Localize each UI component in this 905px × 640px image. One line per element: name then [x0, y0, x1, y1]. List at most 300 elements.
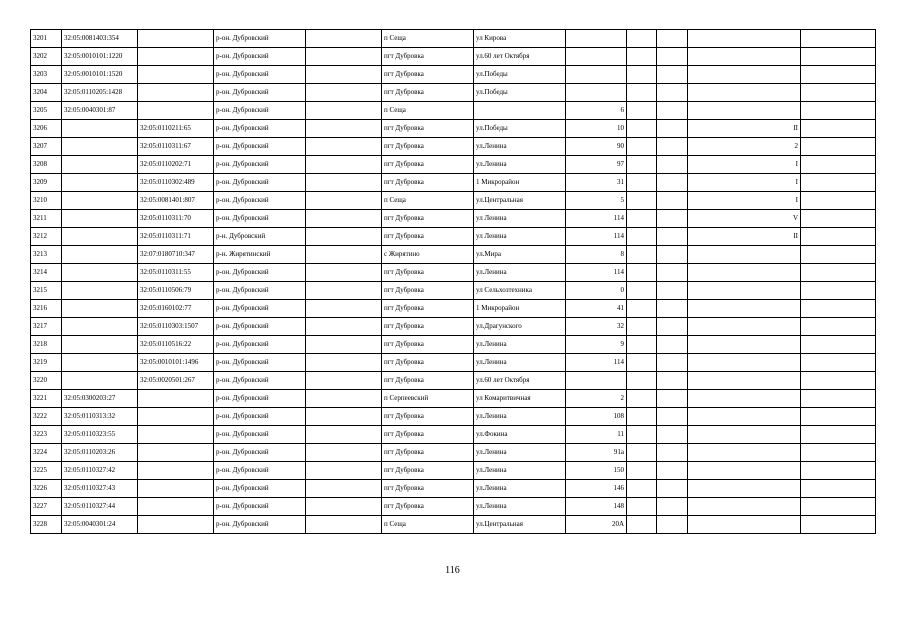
cell-extra-col-3: I — [688, 174, 801, 192]
cell-extra-col-4 — [801, 498, 876, 516]
cell-row-number: 3210 — [31, 192, 62, 210]
cell-extra-col-4 — [801, 66, 876, 84]
cell-extra-col-2 — [657, 480, 688, 498]
cell-cadastral-number-a: 32:05:0110203:26 — [62, 444, 138, 462]
cell-row-number: 3214 — [31, 264, 62, 282]
cell-extra-col-1 — [627, 48, 657, 66]
table-row — [31, 102, 876, 120]
cell-cadastral-number-b — [138, 444, 214, 462]
cell-locality: пгт Дубровка — [382, 300, 474, 318]
cell-extra-col-4 — [801, 210, 876, 228]
cell-district: р-он. Дубровский — [214, 156, 306, 174]
cell-house-number: 114 — [566, 264, 627, 282]
table-row — [31, 246, 876, 264]
cell-extra-col-4 — [801, 156, 876, 174]
cell-street: 1 Микрорайон — [474, 174, 566, 192]
cell-blank-col — [306, 210, 382, 228]
cell-house-number — [566, 84, 627, 102]
table-row — [31, 318, 876, 336]
cell-cadastral-number-a — [62, 156, 138, 174]
cell-extra-col-4 — [801, 408, 876, 426]
cell-cadastral-number-b — [138, 48, 214, 66]
cell-row-number: 3225 — [31, 462, 62, 480]
cell-extra-col-1 — [627, 246, 657, 264]
cell-blank-col — [306, 480, 382, 498]
cell-cadastral-number-a: 32:05:0110327:43 — [62, 480, 138, 498]
cell-blank-col — [306, 282, 382, 300]
cell-cadastral-number-b — [138, 498, 214, 516]
cell-extra-col-1 — [627, 156, 657, 174]
cell-cadastral-number-a: 32:05:0110323:55 — [62, 426, 138, 444]
cell-extra-col-2 — [657, 498, 688, 516]
cell-extra-col-1 — [627, 480, 657, 498]
cell-street: ул.Ленина — [474, 480, 566, 498]
cell-house-number: 5 — [566, 192, 627, 210]
cell-street: ул.Ленина — [474, 444, 566, 462]
cell-cadastral-number-a — [62, 264, 138, 282]
cell-extra-col-4 — [801, 516, 876, 534]
cell-house-number: 114 — [566, 354, 627, 372]
cell-blank-col — [306, 30, 382, 48]
cell-extra-col-1 — [627, 516, 657, 534]
cell-house-number: 8 — [566, 246, 627, 264]
cell-house-number: 2 — [566, 390, 627, 408]
cell-cadastral-number-b — [138, 84, 214, 102]
cell-row-number: 3212 — [31, 228, 62, 246]
cell-street: ул.Победы — [474, 120, 566, 138]
cell-blank-col — [306, 156, 382, 174]
table-row — [31, 444, 876, 462]
cell-street: ул.Ленина — [474, 336, 566, 354]
cell-extra-col-3 — [688, 102, 801, 120]
cell-district: р-он. Дубровский — [214, 372, 306, 390]
cell-extra-col-3 — [688, 336, 801, 354]
cell-street: ул.Ленина — [474, 138, 566, 156]
cell-district: р-он. Дубровский — [214, 48, 306, 66]
cell-locality: пгт Дубровка — [382, 228, 474, 246]
cell-extra-col-4 — [801, 354, 876, 372]
cell-cadastral-number-b — [138, 516, 214, 534]
cell-extra-col-1 — [627, 372, 657, 390]
cell-house-number — [566, 66, 627, 84]
cell-district: р-он. Дубровский — [214, 462, 306, 480]
cell-locality: п Сеща — [382, 192, 474, 210]
cell-extra-col-4 — [801, 264, 876, 282]
cell-extra-col-3: I — [688, 156, 801, 174]
cell-district: р-он. Дубровский — [214, 336, 306, 354]
cell-cadastral-number-b: 32:05:0110202:71 — [138, 156, 214, 174]
cell-house-number: 97 — [566, 156, 627, 174]
cell-extra-col-1 — [627, 282, 657, 300]
cell-extra-col-4 — [801, 282, 876, 300]
cell-row-number: 3201 — [31, 30, 62, 48]
cell-house-number: 11 — [566, 426, 627, 444]
cell-street: ул.Победы — [474, 84, 566, 102]
cell-house-number: 41 — [566, 300, 627, 318]
cell-extra-col-1 — [627, 84, 657, 102]
cell-extra-col-3 — [688, 426, 801, 444]
cell-extra-col-1 — [627, 300, 657, 318]
cell-extra-col-2 — [657, 444, 688, 462]
cell-blank-col — [306, 84, 382, 102]
cell-locality: пгт Дубровка — [382, 156, 474, 174]
cell-extra-col-4 — [801, 48, 876, 66]
cell-street: ул Кирова — [474, 30, 566, 48]
cell-extra-col-3: I — [688, 192, 801, 210]
table-row — [31, 84, 876, 102]
cell-row-number: 3222 — [31, 408, 62, 426]
cell-extra-col-3: V — [688, 210, 801, 228]
cell-extra-col-2 — [657, 426, 688, 444]
cell-district: р-он. Дубровский — [214, 264, 306, 282]
cell-cadastral-number-b — [138, 66, 214, 84]
cell-row-number: 3206 — [31, 120, 62, 138]
cell-extra-col-3 — [688, 480, 801, 498]
cell-cadastral-number-a — [62, 336, 138, 354]
cell-locality: пгт Дубровка — [382, 84, 474, 102]
cell-extra-col-1 — [627, 174, 657, 192]
cell-cadastral-number-a — [62, 210, 138, 228]
cell-cadastral-number-b: 32:05:0110311:71 — [138, 228, 214, 246]
table-row — [31, 48, 876, 66]
cell-extra-col-2 — [657, 462, 688, 480]
cell-cadastral-number-a — [62, 120, 138, 138]
cell-cadastral-number-b: 32:07:0180710:347 — [138, 246, 214, 264]
table-body — [31, 30, 876, 534]
cell-district: р-он. Дубровский — [214, 138, 306, 156]
cell-blank-col — [306, 516, 382, 534]
cell-extra-col-1 — [627, 138, 657, 156]
cell-cadastral-number-a — [62, 354, 138, 372]
cell-extra-col-2 — [657, 120, 688, 138]
cell-blank-col — [306, 426, 382, 444]
cell-extra-col-3 — [688, 462, 801, 480]
cell-extra-col-2 — [657, 372, 688, 390]
cell-street: ул.Центральная — [474, 192, 566, 210]
cell-street: ул.Ленина — [474, 462, 566, 480]
cell-row-number: 3221 — [31, 390, 62, 408]
cell-locality: п Сеща — [382, 102, 474, 120]
cell-street — [474, 102, 566, 120]
cell-cadastral-number-b — [138, 102, 214, 120]
cell-extra-col-2 — [657, 516, 688, 534]
cell-house-number: 91а — [566, 444, 627, 462]
cell-cadastral-number-a — [62, 282, 138, 300]
cell-house-number: 108 — [566, 408, 627, 426]
cell-extra-col-2 — [657, 66, 688, 84]
cell-house-number: 90 — [566, 138, 627, 156]
cell-extra-col-1 — [627, 498, 657, 516]
cell-extra-col-4 — [801, 444, 876, 462]
cell-extra-col-3 — [688, 354, 801, 372]
cell-blank-col — [306, 318, 382, 336]
table-row — [31, 390, 876, 408]
table-row — [31, 336, 876, 354]
cell-extra-col-3 — [688, 444, 801, 462]
cell-district: р-он. Дубровский — [214, 192, 306, 210]
cell-row-number: 3223 — [31, 426, 62, 444]
cell-cadastral-number-b: 32:05:0110302:489 — [138, 174, 214, 192]
cell-extra-col-2 — [657, 336, 688, 354]
cell-extra-col-2 — [657, 156, 688, 174]
cell-locality: пгт Дубровка — [382, 372, 474, 390]
table-row — [31, 498, 876, 516]
cell-street: ул.Победы — [474, 66, 566, 84]
table-row — [31, 138, 876, 156]
cell-locality: пгт Дубровка — [382, 444, 474, 462]
cell-street: ул.Драгунского — [474, 318, 566, 336]
cell-cadastral-number-a — [62, 246, 138, 264]
cell-extra-col-3: II — [688, 228, 801, 246]
cell-blank-col — [306, 66, 382, 84]
cell-house-number: 10 — [566, 120, 627, 138]
cell-extra-col-2 — [657, 318, 688, 336]
cell-extra-col-1 — [627, 210, 657, 228]
table-row — [31, 66, 876, 84]
cell-row-number: 3216 — [31, 300, 62, 318]
cell-cadastral-number-b: 32:05:0110311:55 — [138, 264, 214, 282]
table-row — [31, 264, 876, 282]
cell-cadastral-number-a — [62, 372, 138, 390]
cell-house-number — [566, 48, 627, 66]
cell-row-number: 3220 — [31, 372, 62, 390]
cell-cadastral-number-a: 32:05:0010101:1520 — [62, 66, 138, 84]
cell-extra-col-1 — [627, 30, 657, 48]
cell-street: ул.Ленина — [474, 408, 566, 426]
cell-extra-col-4 — [801, 174, 876, 192]
cell-district: р-он. Дубровский — [214, 210, 306, 228]
cell-cadastral-number-b: 32:05:0110303:1507 — [138, 318, 214, 336]
cell-extra-col-1 — [627, 390, 657, 408]
cell-district: р-он. Дубровский — [214, 426, 306, 444]
cell-extra-col-3 — [688, 246, 801, 264]
cell-row-number: 3207 — [31, 138, 62, 156]
table-row — [31, 462, 876, 480]
cell-locality: пгт Дубровка — [382, 66, 474, 84]
cell-house-number: 148 — [566, 498, 627, 516]
cell-district: р-он. Дубровский — [214, 354, 306, 372]
cell-street: ул.Фокина — [474, 426, 566, 444]
cell-locality: пгт Дубровка — [382, 210, 474, 228]
cell-blank-col — [306, 354, 382, 372]
cell-extra-col-4 — [801, 102, 876, 120]
cell-cadastral-number-a: 32:05:0081403:354 — [62, 30, 138, 48]
cell-blank-col — [306, 48, 382, 66]
cell-row-number: 3218 — [31, 336, 62, 354]
cell-street: ул Сельхозтехника — [474, 282, 566, 300]
cell-cadastral-number-a — [62, 300, 138, 318]
cell-street: ул Комаритвичная — [474, 390, 566, 408]
cell-blank-col — [306, 138, 382, 156]
cell-cadastral-number-a: 32:05:0040301:24 — [62, 516, 138, 534]
cell-extra-col-1 — [627, 354, 657, 372]
cell-house-number: 20А — [566, 516, 627, 534]
cell-street: ул Ленина — [474, 228, 566, 246]
cell-extra-col-4 — [801, 372, 876, 390]
cell-cadastral-number-b — [138, 30, 214, 48]
cell-blank-col — [306, 264, 382, 282]
cell-extra-col-2 — [657, 48, 688, 66]
cell-blank-col — [306, 192, 382, 210]
table-row — [31, 426, 876, 444]
cell-house-number: 114 — [566, 210, 627, 228]
cell-row-number: 3205 — [31, 102, 62, 120]
cell-cadastral-number-b: 32:05:0110311:67 — [138, 138, 214, 156]
cell-house-number: 31 — [566, 174, 627, 192]
cell-district: р-он. Дубровский — [214, 390, 306, 408]
cell-extra-col-4 — [801, 30, 876, 48]
cell-extra-col-3 — [688, 516, 801, 534]
cell-extra-col-2 — [657, 174, 688, 192]
cell-extra-col-2 — [657, 390, 688, 408]
cell-cadastral-number-b: 32:05:0110516:22 — [138, 336, 214, 354]
cell-street: ул.Мира — [474, 246, 566, 264]
cell-row-number: 3213 — [31, 246, 62, 264]
cell-street: ул Ленина — [474, 210, 566, 228]
cell-cadastral-number-b: 32:05:0081401:807 — [138, 192, 214, 210]
cell-row-number: 3217 — [31, 318, 62, 336]
cell-street: ул.Ленина — [474, 498, 566, 516]
cell-blank-col — [306, 498, 382, 516]
cell-row-number: 3226 — [31, 480, 62, 498]
cell-district: р-н. Дубровский — [214, 228, 306, 246]
cell-cadastral-number-a: 32:05:0010101:1220 — [62, 48, 138, 66]
cell-street: ул.Центральная — [474, 516, 566, 534]
cell-extra-col-1 — [627, 444, 657, 462]
table-row — [31, 120, 876, 138]
cell-house-number: 114 — [566, 228, 627, 246]
cell-extra-col-1 — [627, 408, 657, 426]
cell-extra-col-3: II — [688, 120, 801, 138]
cell-blank-col — [306, 336, 382, 354]
cell-extra-col-1 — [627, 66, 657, 84]
cell-row-number: 3202 — [31, 48, 62, 66]
cell-district: р-он. Дубровский — [214, 30, 306, 48]
cell-extra-col-1 — [627, 192, 657, 210]
cell-cadastral-number-a — [62, 192, 138, 210]
cell-extra-col-4 — [801, 246, 876, 264]
cell-cadastral-number-b — [138, 480, 214, 498]
cell-district: р-он. Дубровский — [214, 120, 306, 138]
cell-cadastral-number-b: 32:05:0110506:79 — [138, 282, 214, 300]
cell-cadastral-number-a — [62, 138, 138, 156]
cell-locality: пгт Дубровка — [382, 282, 474, 300]
cell-extra-col-2 — [657, 354, 688, 372]
cell-cadastral-number-b — [138, 408, 214, 426]
cell-district: р-н. Жирятинский — [214, 246, 306, 264]
cell-extra-col-4 — [801, 84, 876, 102]
cell-district: р-он. Дубровский — [214, 282, 306, 300]
cell-extra-col-4 — [801, 426, 876, 444]
table-row — [31, 30, 876, 48]
cell-extra-col-3 — [688, 390, 801, 408]
table-row — [31, 228, 876, 246]
cell-cadastral-number-b: 32:05:0110311:70 — [138, 210, 214, 228]
cell-house-number: 0 — [566, 282, 627, 300]
cell-locality: пгт Дубровка — [382, 336, 474, 354]
cell-extra-col-4 — [801, 228, 876, 246]
cell-house-number: 146 — [566, 480, 627, 498]
cell-row-number: 3219 — [31, 354, 62, 372]
cell-row-number: 3228 — [31, 516, 62, 534]
cell-cadastral-number-b: 32:05:0160102:77 — [138, 300, 214, 318]
cell-locality: пгт Дубровка — [382, 318, 474, 336]
cell-cadastral-number-a: 32:05:0300203:27 — [62, 390, 138, 408]
cell-extra-col-1 — [627, 228, 657, 246]
cell-blank-col — [306, 246, 382, 264]
cell-house-number: 6 — [566, 102, 627, 120]
cell-house-number: 9 — [566, 336, 627, 354]
cell-row-number: 3208 — [31, 156, 62, 174]
cell-extra-col-1 — [627, 318, 657, 336]
cell-locality: пгт Дубровка — [382, 120, 474, 138]
page-number: 116 — [445, 565, 460, 576]
cell-locality: пгт Дубровка — [382, 426, 474, 444]
cell-extra-col-2 — [657, 282, 688, 300]
table-row — [31, 282, 876, 300]
cell-cadastral-number-a: 32:05:0110205:1428 — [62, 84, 138, 102]
cell-locality: пгт Дубровка — [382, 498, 474, 516]
cell-district: р-он. Дубровский — [214, 408, 306, 426]
cell-cadastral-number-b: 32:05:0020501:267 — [138, 372, 214, 390]
cell-cadastral-number-a: 32:05:0110327:42 — [62, 462, 138, 480]
cell-extra-col-1 — [627, 120, 657, 138]
cell-extra-col-3 — [688, 282, 801, 300]
cell-street: ул.Ленина — [474, 354, 566, 372]
table-row — [31, 408, 876, 426]
cell-blank-col — [306, 120, 382, 138]
cell-blank-col — [306, 102, 382, 120]
cell-district: р-он. Дубровский — [214, 174, 306, 192]
cell-row-number: 3215 — [31, 282, 62, 300]
cell-blank-col — [306, 408, 382, 426]
table-row — [31, 156, 876, 174]
cell-extra-col-2 — [657, 300, 688, 318]
cell-extra-col-2 — [657, 192, 688, 210]
cell-extra-col-2 — [657, 264, 688, 282]
cell-street: ул.Ленина — [474, 264, 566, 282]
cell-extra-col-1 — [627, 336, 657, 354]
cell-row-number: 3211 — [31, 210, 62, 228]
cell-district: р-он. Дубровский — [214, 102, 306, 120]
cell-row-number: 3209 — [31, 174, 62, 192]
cell-extra-col-4 — [801, 480, 876, 498]
cell-extra-col-3 — [688, 84, 801, 102]
cell-extra-col-4 — [801, 336, 876, 354]
cell-locality: п Сеща — [382, 30, 474, 48]
cell-cadastral-number-a: 32:05:0040301:87 — [62, 102, 138, 120]
cell-cadastral-number-b — [138, 390, 214, 408]
cell-locality: пгт Дубровка — [382, 408, 474, 426]
cell-district: р-он. Дубровский — [214, 480, 306, 498]
cell-house-number: 150 — [566, 462, 627, 480]
cell-street: 1 Микрорайон — [474, 300, 566, 318]
cell-extra-col-3 — [688, 48, 801, 66]
cell-extra-col-1 — [627, 102, 657, 120]
cell-locality: пгт Дубровка — [382, 174, 474, 192]
cell-extra-col-4 — [801, 390, 876, 408]
table-row — [31, 354, 876, 372]
cell-locality: с Жирятино — [382, 246, 474, 264]
cell-blank-col — [306, 444, 382, 462]
cell-extra-col-3 — [688, 300, 801, 318]
cell-locality: пгт Дубровка — [382, 354, 474, 372]
cell-extra-col-3 — [688, 264, 801, 282]
cell-extra-col-1 — [627, 426, 657, 444]
table-row — [31, 192, 876, 210]
cell-extra-col-3 — [688, 66, 801, 84]
table-row — [31, 516, 876, 534]
